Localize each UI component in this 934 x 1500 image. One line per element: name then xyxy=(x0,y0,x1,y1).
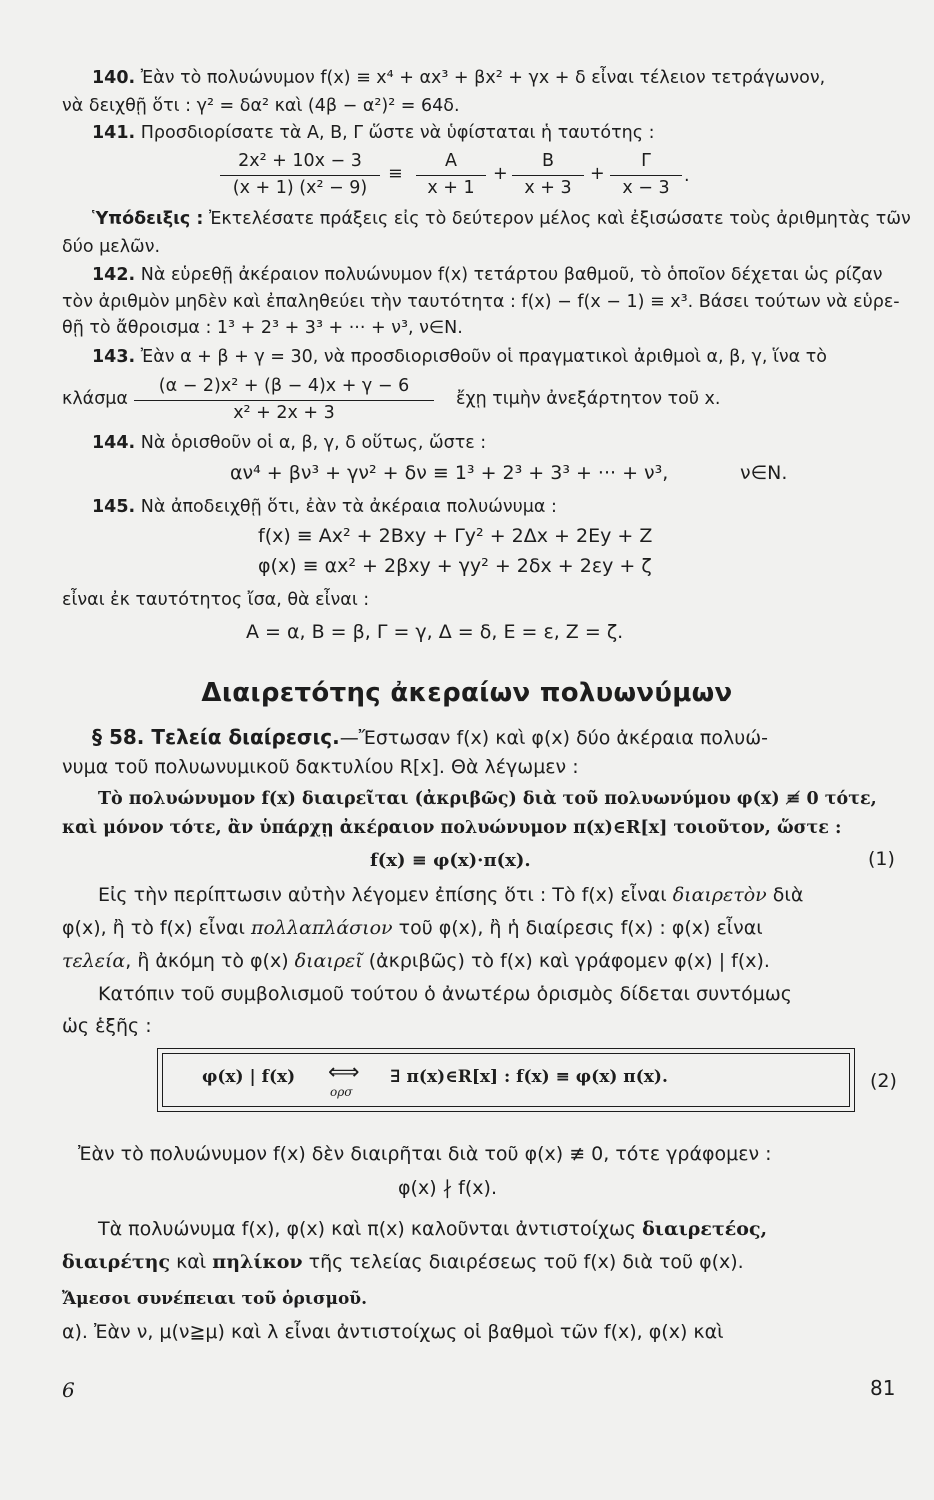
exercise-144 xyxy=(92,432,486,454)
exercise-140-line2: νὰ δειχθῇ ὅτι : γ² = δα² καὶ (4β − α²)² = 64δ. xyxy=(62,96,460,116)
term-divisor: διαιρέτης xyxy=(62,1251,171,1273)
section-title: Διαιρετότης ἀκεραίων πολυωνύμων xyxy=(201,678,733,708)
text: φ(x), ἢ τὸ f(x) εἶναι xyxy=(62,917,251,939)
word-klasma: κλάσμα xyxy=(62,389,128,409)
exercise-143 xyxy=(92,346,827,368)
fraction-denominator: x − 3 xyxy=(622,178,670,198)
exercise-141 xyxy=(92,122,655,144)
term-quotient: πηλίκον xyxy=(212,1251,303,1273)
formula-f: f(x) ≡ Ax² + 2Bxy + Γy² + 2Δx + 2Ey + Z xyxy=(258,525,653,547)
consequences-heading: Ἄμεσοι συνέπειαι τοῦ ὁρισμοῦ. xyxy=(62,1289,368,1309)
text: Τὰ πολυώνυμα f(x), φ(x) καὶ π(x) καλοῦνται ἀντιστοίχως xyxy=(98,1218,643,1240)
fraction-bar xyxy=(220,175,380,176)
exercise-145-line2: εἶναι ἐκ ταυτότητος ἴσα, θὰ εἶναι : xyxy=(62,590,370,610)
equiv-sign: ≡ xyxy=(388,164,403,184)
fraction-numerator: A xyxy=(445,151,457,171)
fraction-numerator: 2x² + 10x − 3 xyxy=(238,151,362,171)
equation-number-2: (2) xyxy=(870,1070,897,1092)
fraction-numerator: B xyxy=(541,151,554,171)
definition-line1: Τὸ πολυώνυμον f(x) διαιρεῖται (ἀκριβῶς) διὰ τοῦ πολυωνύμου φ(x) ≢ 0 τότε, xyxy=(98,789,877,809)
exercise-number: 144. xyxy=(92,433,136,453)
exercise-text: Νὰ ὁρισθοῦν οἱ α, β, γ, δ οὕτως, ὥστε : xyxy=(140,433,487,453)
emphasis: τελεία xyxy=(62,950,126,972)
text: τοῦ φ(x), ἢ ἡ διαίρεσις f(x) : φ(x) εἶναι xyxy=(392,917,763,939)
hint-text-line2: δύο μελῶν. xyxy=(62,237,161,257)
formula-144: αν⁴ + βν³ + γν² + δν ≡ 1³ + 2³ + 3³ + ··· + ν³, xyxy=(230,462,669,484)
text: Εἰς τὴν περίπτωσιν αὐτὴν λέγομεν ἐπίσης ὅτι : Τὸ f(x) εἶναι xyxy=(98,884,673,906)
exercise-number: 140. xyxy=(92,68,136,88)
formula-144-cond: ν∈N. xyxy=(740,462,788,484)
page-number: 81 xyxy=(870,1376,896,1400)
exercise-number: 142. xyxy=(92,265,136,285)
hint-text: Ἐκτελέσατε πράξεις εἰς τὸ δεύτερον μέλος καὶ ἐξισώσατε τοὺς ἀριθμητὰς τῶν xyxy=(208,209,911,229)
commentary-line1 xyxy=(98,884,803,906)
exercise-number: 143. xyxy=(92,347,136,367)
formula-phi: φ(x) ≡ αx² + 2βxy + γy² + 2δx + 2εy + ζ xyxy=(258,555,652,577)
box-left: φ(x) | f(x) xyxy=(202,1067,296,1087)
fraction-denominator: x + 1 xyxy=(427,178,475,198)
exercise-text: Νὰ ἀποδειχθῇ ὅτι, ἐὰν τὰ ἀκέραια πολυώνυμα : xyxy=(140,497,557,517)
section-58-label: § 58. Τελεία διαίρεσις. xyxy=(92,725,340,749)
consequence-a: α). Ἐὰν ν, μ(ν≧μ) καὶ λ εἶναι ἀντιστοίχως οἱ βαθμοὶ τῶν f(x), φ(x) καὶ xyxy=(62,1321,724,1343)
exercise-143-tail: ἔχῃ τιμὴν ἀνεξάρτητον τοῦ x. xyxy=(456,389,721,409)
terms-line1 xyxy=(98,1218,767,1240)
negation-line1: Ἐὰν τὸ πολυώνυμον f(x) δὲν διαιρῆται διὰ τοῦ φ(x) ≢ 0, τότε γράφομεν : xyxy=(78,1143,772,1165)
commentary-line3 xyxy=(62,950,770,972)
text: διὰ xyxy=(766,884,804,906)
exercise-text: Ἐὰν τὸ πολυώνυμον f(x) ≡ x⁴ + αx³ + βx² + γx + δ εἶναι τέλειον τετράγωνον, xyxy=(140,68,826,88)
definition-box xyxy=(157,1048,855,1112)
fraction-denominator: (x + 1) (x² − 9) xyxy=(232,178,368,198)
exercise-number: 141. xyxy=(92,123,136,143)
definition-line2: καὶ μόνον τότε, ἂν ὑπάρχῃ ἀκέραιον πολυώνυμον π(x)∈R[x] τοιοῦτον, ὥστε : xyxy=(62,818,842,838)
section-58-text: —Ἔστωσαν f(x) καὶ φ(x) δύο ἀκέραια πολυώ- xyxy=(339,727,768,749)
emphasis: διαιρεῖ xyxy=(294,950,363,972)
fraction-numerator: Γ xyxy=(641,151,651,171)
hint xyxy=(92,208,911,230)
text: τῆς τελείας διαιρέσεως τοῦ f(x) διὰ τοῦ φ(x). xyxy=(302,1251,744,1273)
fraction-numerator: (α − 2)x² + (β − 4)x + γ − 6 xyxy=(158,376,410,396)
fraction-denominator: x² + 2x + 3 xyxy=(233,403,335,423)
section-58-intro xyxy=(92,726,768,749)
exercise-140 xyxy=(92,67,825,89)
fraction-bar xyxy=(416,175,486,176)
text: , ἢ ἀκόμη τὸ φ(x) xyxy=(125,950,295,972)
plus-sign: + xyxy=(590,164,605,184)
exercise-text: Προσδιορίσατε τὰ Α, Β, Γ ὥστε νὰ ὑφίσταται ἡ ταυτότης : xyxy=(140,123,655,143)
footer-signature: 6 xyxy=(62,1378,75,1402)
box-under: ορσ xyxy=(330,1085,353,1099)
fraction-bar xyxy=(134,400,434,401)
hint-label: Ὑπόδειξις : xyxy=(92,209,204,229)
term-dividend: διαιρετέος, xyxy=(642,1218,768,1240)
emphasis: πολλαπλάσιον xyxy=(250,917,393,939)
exercise-142 xyxy=(92,264,883,286)
plus-sign: + xyxy=(493,164,508,184)
text: καὶ xyxy=(170,1251,213,1273)
emphasis: διαιρετὸν xyxy=(672,884,767,906)
terms-line2 xyxy=(62,1251,744,1273)
exercise-text: Νὰ εὑρεθῇ ἀκέραιον πολυώνυμον f(x) τετάρτου βαθμοῦ, τὸ ὁποῖον δέχεται ὡς ρίζαν xyxy=(140,265,883,285)
exercise-text: Ἐὰν α + β + γ = 30, νὰ προσδιορισθοῦν οἱ πραγματικοὶ ἀριθμοὶ α, β, γ, ἵνα τὸ xyxy=(140,347,827,367)
section-58-line2: νυμα τοῦ πολυωνυμικοῦ δακτυλίου R[x]. Θὰ λέγωμεν : xyxy=(62,756,579,778)
equation-number-1: (1) xyxy=(868,848,895,870)
formula-result: A = α, B = β, Γ = γ, Δ = δ, E = ε, Z = ζ. xyxy=(246,621,624,643)
commentary-line2 xyxy=(62,917,763,939)
negation-line2: φ(x) ∤ f(x). xyxy=(398,1177,497,1199)
fraction-denominator: x + 3 xyxy=(524,178,572,198)
fraction-bar xyxy=(610,175,682,176)
box-right: ∃ π(x)∈R[x] : f(x) ≡ φ(x) π(x). xyxy=(390,1067,668,1087)
text: (ἀκριβῶς) τὸ f(x) καὶ γράφομεν φ(x) | f(x). xyxy=(362,950,770,972)
period: . xyxy=(684,166,690,186)
summary-line1: Κατόπιν τοῦ συμβολισμοῦ τούτου ὁ ἀνωτέρω ὁρισμὸς δίδεται συντόμως xyxy=(98,983,792,1005)
box-arrow: ⟺ xyxy=(328,1060,360,1085)
exercise-number: 145. xyxy=(92,497,136,517)
exercise-142-line2: τὸν ἀριθμὸν μηδὲν καὶ ἐπαληθεύει τὴν ταυτότητα : f(x) − f(x − 1) ≡ x³. Βάσει τούτων νὰ εὑρε- xyxy=(62,292,900,312)
fraction-bar xyxy=(512,175,584,176)
exercise-145 xyxy=(92,496,557,518)
exercise-142-line3: θῇ τὸ ἄθροισμα : 1³ + 2³ + 3³ + ··· + ν³, ν∈N. xyxy=(62,318,463,338)
definition-equation: f(x) ≡ φ(x)·π(x). xyxy=(370,850,531,871)
summary-line2: ὡς ἑξῆς : xyxy=(62,1015,152,1037)
